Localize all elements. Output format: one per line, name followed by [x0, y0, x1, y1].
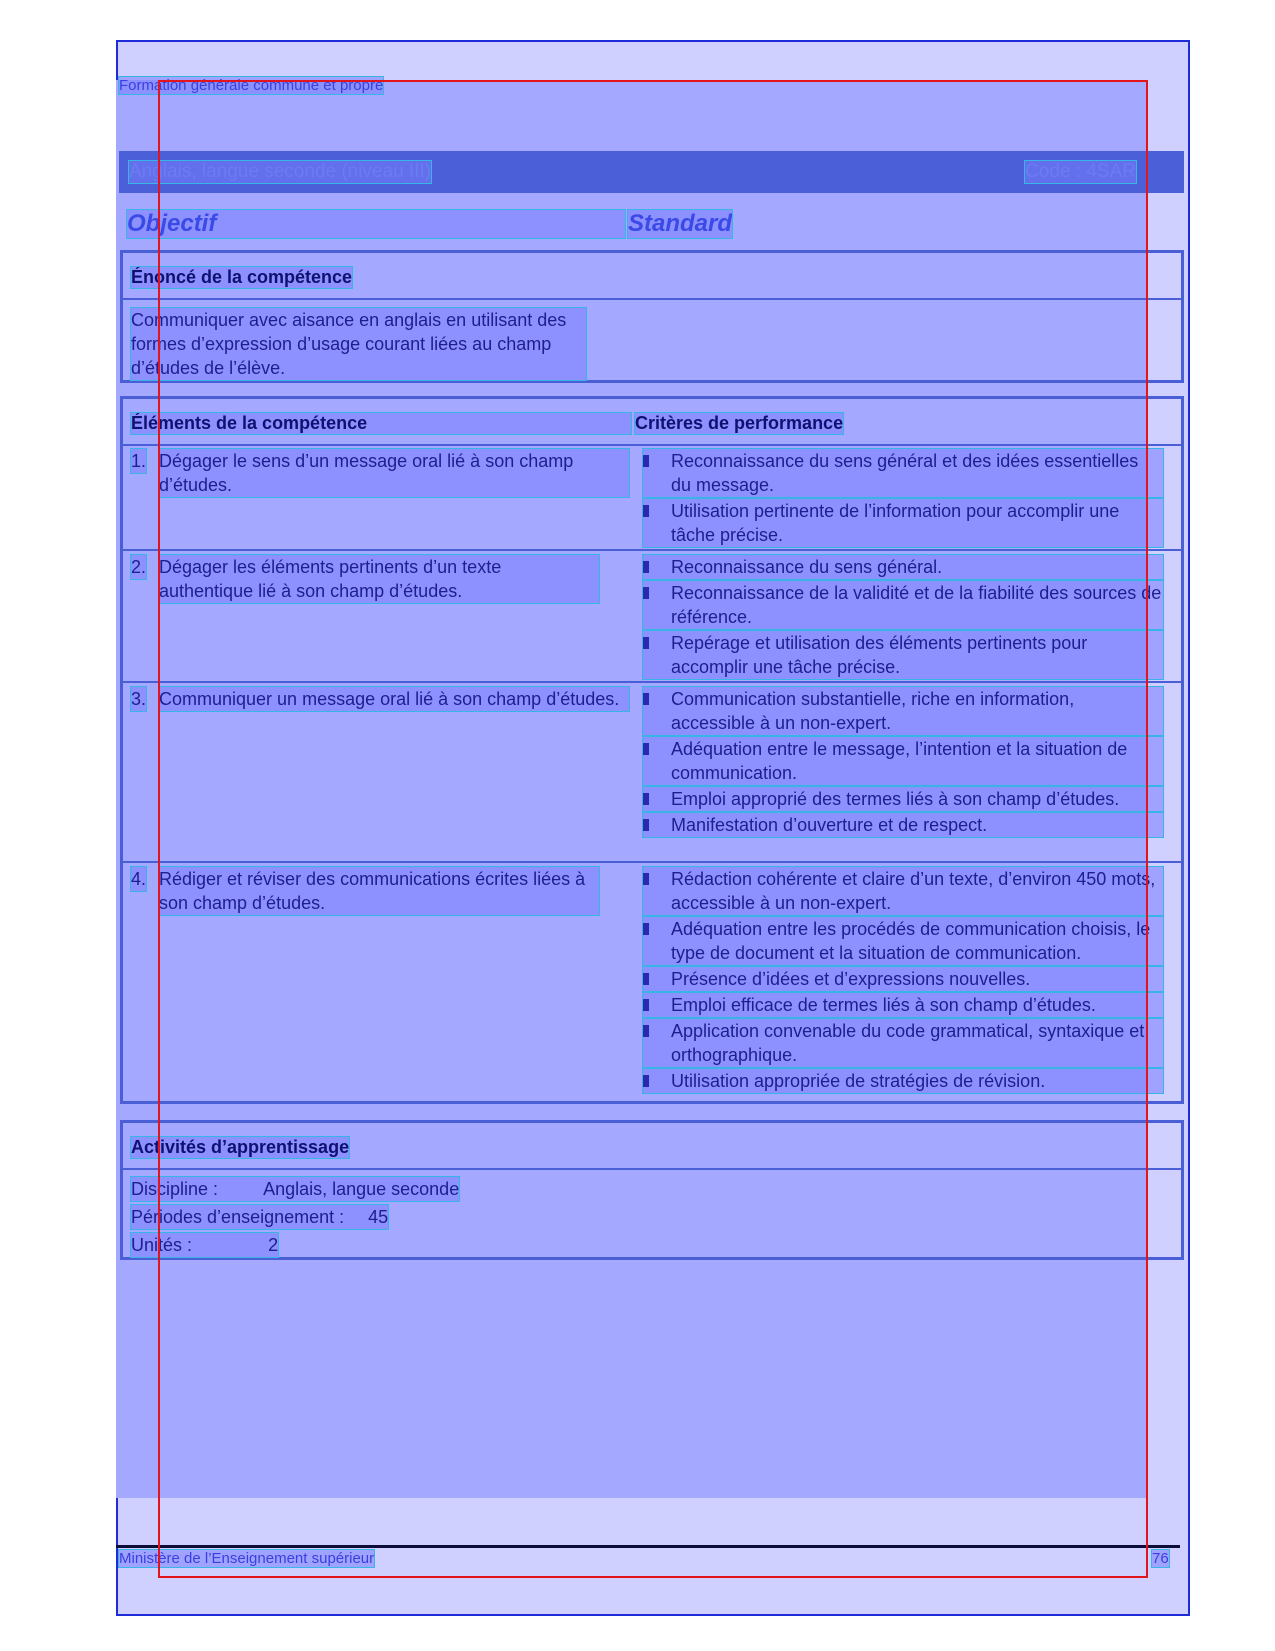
- bullet-icon: [643, 693, 649, 705]
- criteria-list: [643, 867, 1163, 1095]
- activities-heading: Activités d’apprentissage: [131, 1137, 350, 1157]
- course-title: Anglais, langue seconde (niveau III): [129, 161, 432, 182]
- bullet-icon: [643, 873, 649, 885]
- discipline-label: Discipline :: [131, 1179, 219, 1199]
- element-text: Dégager le sens d’un message oral lié à son champ d’études.: [159, 449, 629, 497]
- bullet-icon: [643, 637, 649, 649]
- footer-divider: [116, 1545, 1180, 1548]
- standard-heading: Standard: [628, 210, 733, 237]
- list-item: Communication substantielle, riche en information, accessible à un non-expert.: [643, 687, 1163, 735]
- bullet-icon: [643, 973, 649, 985]
- elements-table: [120, 396, 1184, 1104]
- units-row: [131, 1233, 278, 1257]
- criteria-list: [643, 555, 1163, 681]
- bullet-icon: [643, 923, 649, 935]
- criteria-heading: Critères de performance: [635, 413, 844, 433]
- units-label: Unités :: [131, 1235, 193, 1255]
- list-item: Rédaction cohérente et claire d’un texte, d’environ 450 mots, accessible à un non-expert.: [643, 867, 1163, 915]
- bullet-icon: [643, 587, 649, 599]
- element-text: Communiquer un message oral lié à son champ d’études.: [159, 687, 629, 711]
- list-item: Emploi efficace de termes liés à son champ d’études.: [643, 993, 1163, 1017]
- element-number: 3.: [131, 689, 147, 709]
- list-item: Adéquation entre les procédés de communication choisis, le type de document et la situation de communication.: [643, 917, 1163, 965]
- criteria-list: [643, 687, 1163, 839]
- list-item: Présence d’idées et d’expressions nouvelles.: [643, 967, 1163, 991]
- competency-text: Communiquer avec aisance en anglais en utilisant des formes d’expression d’usage courant liées au champ d’études de l’élève.: [131, 308, 586, 380]
- page-number: 76: [1152, 1550, 1169, 1567]
- list-item: Emploi approprié des termes liés à son champ d’études.: [643, 787, 1163, 811]
- course-code: Code : 4SAR: [1025, 161, 1136, 182]
- section-header: Formation générale commune et propre: [119, 77, 384, 94]
- list-item: Manifestation d’ouverture et de respect.: [643, 813, 1163, 837]
- bullet-icon: [643, 455, 649, 467]
- competency-box: [120, 250, 1184, 383]
- title-bar: [119, 151, 1184, 193]
- list-item: Reconnaissance de la validité et de la fiabilité des sources de référence.: [643, 581, 1163, 629]
- table-row: [123, 449, 1181, 547]
- element-text: Rédiger et réviser des communications écrites liées à son champ d’études.: [159, 867, 599, 915]
- discipline-row: [131, 1177, 459, 1201]
- periods-row: [131, 1205, 388, 1229]
- element-number: 1.: [131, 451, 147, 471]
- table-row: [123, 687, 1181, 857]
- list-item: Utilisation appropriée de stratégies de révision.: [643, 1069, 1163, 1093]
- periods-value: 45: [368, 1207, 389, 1227]
- table-row: [123, 867, 1181, 1103]
- bullet-icon: [643, 1075, 649, 1087]
- periods-label: Périodes d’enseignement :: [131, 1207, 345, 1227]
- list-item: Utilisation pertinente de l’information pour accomplir une tâche précise.: [643, 499, 1163, 547]
- objective-heading: Objectif: [127, 210, 625, 238]
- competency-heading: Énoncé de la compétence: [131, 267, 353, 287]
- list-item: Repérage et utilisation des éléments pertinents pour accomplir une tâche précise.: [643, 631, 1163, 679]
- bullet-icon: [643, 505, 649, 517]
- bullet-icon: [643, 561, 649, 573]
- element-number: 2.: [131, 557, 147, 577]
- footer-ministry: Ministère de l’Enseignement supérieur: [119, 1550, 375, 1567]
- criteria-list: [643, 449, 1163, 549]
- table-row: [123, 555, 1181, 677]
- activities-box: [120, 1120, 1184, 1260]
- list-item: Reconnaissance du sens général.: [643, 555, 1163, 579]
- element-number: 4.: [131, 869, 147, 889]
- bullet-icon: [643, 743, 649, 755]
- bullet-icon: [643, 793, 649, 805]
- list-item: Adéquation entre le message, l’intention et la situation de communication.: [643, 737, 1163, 785]
- list-item: Reconnaissance du sens général et des idées essentielles du message.: [643, 449, 1163, 497]
- element-text: Dégager les éléments pertinents d’un texte authentique lié à son champ d’études.: [159, 555, 599, 603]
- elements-heading: Éléments de la compétence: [131, 413, 631, 434]
- bullet-icon: [643, 999, 649, 1011]
- bullet-icon: [643, 1025, 649, 1037]
- units-value: 2: [268, 1235, 279, 1255]
- discipline-value: Anglais, langue seconde: [263, 1179, 460, 1199]
- list-item: Application convenable du code grammatical, syntaxique et orthographique.: [643, 1019, 1163, 1067]
- bullet-icon: [643, 819, 649, 831]
